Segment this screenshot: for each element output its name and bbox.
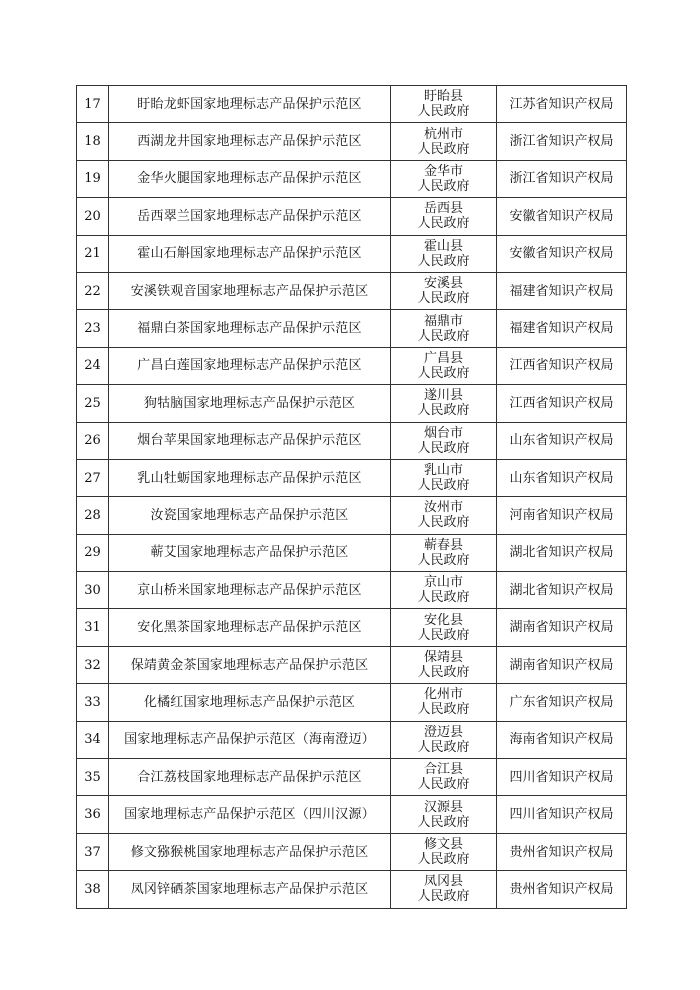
- responsible-unit-line: 人民政府: [417, 178, 470, 194]
- zone-name-cell: 安化黑茶国家地理标志产品保护示范区: [109, 609, 391, 646]
- table-row: [77, 572, 627, 609]
- zone-name-cell: 安溪铁观音国家地理标志产品保护示范区: [109, 272, 391, 309]
- responsible-unit-cell: [391, 459, 497, 496]
- ip-authority-cell: 安徽省知识产权局: [497, 235, 627, 272]
- zone-name-cell: 京山桥米国家地理标志产品保护示范区: [109, 572, 391, 609]
- row-number-cell: 30: [77, 572, 109, 609]
- ip-authority-cell: 海南省知识产权局: [497, 721, 627, 758]
- responsible-unit-line: 人民政府: [417, 253, 470, 269]
- responsible-unit-cell: [391, 646, 497, 683]
- ip-authority-cell: 四川省知识产权局: [497, 759, 627, 796]
- row-number-cell: 19: [77, 160, 109, 197]
- responsible-unit-line: 人民政府: [417, 889, 470, 905]
- ip-authority-cell: 浙江省知识产权局: [497, 160, 627, 197]
- responsible-unit-line: 人民政府: [417, 552, 470, 568]
- zone-name-cell: 乳山牡蛎国家地理标志产品保护示范区: [109, 459, 391, 496]
- responsible-unit-cell: [391, 235, 497, 272]
- responsible-unit-line: 人民政府: [417, 515, 470, 531]
- table-row: [77, 86, 627, 123]
- table-row: [77, 123, 627, 160]
- responsible-unit-line: 安溪县: [423, 276, 463, 292]
- responsible-unit-line: 盱眙县: [423, 89, 463, 105]
- ip-authority-cell: 湖北省知识产权局: [497, 572, 627, 609]
- row-number-cell: 22: [77, 272, 109, 309]
- ip-authority-cell: 湖北省知识产权局: [497, 534, 627, 571]
- zone-name-cell: 国家地理标志产品保护示范区（四川汉源）: [109, 796, 391, 833]
- responsible-unit-line: 人民政府: [417, 739, 470, 755]
- table-row: [77, 534, 627, 571]
- responsible-unit-cell: [391, 310, 497, 347]
- zone-name-cell: 合江荔枝国家地理标志产品保护示范区: [109, 759, 391, 796]
- table-row: [77, 422, 627, 459]
- table-row: [77, 871, 627, 908]
- table-body: [77, 86, 627, 909]
- responsible-unit-line: 修文县: [423, 837, 463, 852]
- ip-authority-cell: 湖南省知识产权局: [497, 646, 627, 683]
- zone-name-cell: 狗牯脑国家地理标志产品保护示范区: [109, 385, 391, 422]
- responsible-unit-cell: [391, 385, 497, 422]
- responsible-unit-line: 合江县: [423, 762, 463, 778]
- responsible-unit-cell: [391, 534, 497, 571]
- table-row: [77, 160, 627, 197]
- zone-name-cell: 修文猕猴桃国家地理标志产品保护示范区: [109, 833, 391, 870]
- responsible-unit-line: 京山市: [423, 575, 463, 591]
- ip-authority-cell: 江西省知识产权局: [497, 385, 627, 422]
- responsible-unit-line: 保靖县: [423, 650, 463, 666]
- responsible-unit-line: 安化县: [423, 612, 463, 628]
- zone-name-cell: 凤冈锌硒茶国家地理标志产品保护示范区: [109, 871, 391, 908]
- row-number-cell: 25: [77, 385, 109, 422]
- row-number-cell: 37: [77, 833, 109, 870]
- row-number-cell: 23: [77, 310, 109, 347]
- responsible-unit-cell: [391, 759, 497, 796]
- table-row: [77, 609, 627, 646]
- responsible-unit-line: 人民政府: [417, 141, 470, 157]
- responsible-unit-cell: [391, 572, 497, 609]
- responsible-unit-line: 人民政府: [417, 216, 470, 232]
- responsible-unit-cell: [391, 871, 497, 908]
- table-row: [77, 310, 627, 347]
- zone-name-cell: 汝瓷国家地理标志产品保护示范区: [109, 497, 391, 534]
- ip-authority-cell: 江苏省知识产权局: [497, 86, 627, 123]
- responsible-unit-cell: [391, 796, 497, 833]
- responsible-unit-line: 人民政府: [417, 478, 470, 494]
- table-row: [77, 385, 627, 422]
- row-number-cell: 27: [77, 459, 109, 496]
- responsible-unit-line: 杭州市: [423, 126, 463, 142]
- zone-name-cell: 烟台苹果国家地理标志产品保护示范区: [109, 422, 391, 459]
- row-number-cell: 20: [77, 198, 109, 235]
- responsible-unit-line: 人民政府: [417, 665, 470, 681]
- responsible-unit-line: 凤冈县: [423, 874, 463, 890]
- zone-name-cell: 福鼎白茶国家地理标志产品保护示范区: [109, 310, 391, 347]
- responsible-unit-cell: [391, 272, 497, 309]
- row-number-cell: 24: [77, 347, 109, 384]
- responsible-unit-cell: [391, 86, 497, 123]
- table-row: [77, 497, 627, 534]
- row-number-cell: 21: [77, 235, 109, 272]
- responsible-unit-cell: [391, 833, 497, 870]
- zone-name-cell: 岳西翠兰国家地理标志产品保护示范区: [109, 198, 391, 235]
- row-number-cell: 35: [77, 759, 109, 796]
- responsible-unit-line: 化州市: [423, 687, 463, 703]
- table-row: [77, 684, 627, 721]
- row-number-cell: 26: [77, 422, 109, 459]
- ip-authority-cell: 河南省知识产权局: [497, 497, 627, 534]
- responsible-unit-line: 金华市: [423, 163, 463, 179]
- zone-name-cell: 霍山石斛国家地理标志产品保护示范区: [109, 235, 391, 272]
- ip-authority-cell: 江西省知识产权局: [497, 347, 627, 384]
- zone-name-cell: 金华火腿国家地理标志产品保护示范区: [109, 160, 391, 197]
- zone-name-cell: 蕲艾国家地理标志产品保护示范区: [109, 534, 391, 571]
- ip-authority-cell: 安徽省知识产权局: [497, 198, 627, 235]
- responsible-unit-line: 人民政府: [417, 291, 470, 307]
- row-number-cell: 31: [77, 609, 109, 646]
- table-row: [77, 759, 627, 796]
- table-row: [77, 833, 627, 870]
- responsible-unit-line: 人民政府: [417, 104, 470, 120]
- responsible-unit-line: 人民政府: [417, 328, 470, 344]
- table-row: [77, 796, 627, 833]
- row-number-cell: 38: [77, 871, 109, 908]
- zone-name-cell: 保靖黄金茶国家地理标志产品保护示范区: [109, 646, 391, 683]
- table-row: [77, 646, 627, 683]
- demonstration-zone-table: [76, 85, 627, 909]
- responsible-unit-line: 人民政府: [417, 627, 470, 643]
- responsible-unit-cell: [391, 497, 497, 534]
- responsible-unit-cell: [391, 684, 497, 721]
- responsible-unit-line: 人民政府: [417, 777, 470, 793]
- table-row: [77, 459, 627, 496]
- responsible-unit-cell: [391, 422, 497, 459]
- row-number-cell: 17: [77, 86, 109, 123]
- table-row: [77, 347, 627, 384]
- responsible-unit-line: 遂川县: [423, 388, 463, 404]
- row-number-cell: 32: [77, 646, 109, 683]
- ip-authority-cell: 山东省知识产权局: [497, 422, 627, 459]
- responsible-unit-cell: [391, 609, 497, 646]
- responsible-unit-line: 福鼎市: [423, 313, 463, 329]
- responsible-unit-line: 人民政府: [417, 440, 470, 456]
- table-row: [77, 235, 627, 272]
- zone-name-cell: 西湖龙井国家地理标志产品保护示范区: [109, 123, 391, 160]
- responsible-unit-line: 人民政府: [417, 590, 470, 606]
- row-number-cell: 36: [77, 796, 109, 833]
- responsible-unit-cell: [391, 198, 497, 235]
- ip-authority-cell: 贵州省知识产权局: [497, 833, 627, 870]
- table-row: [77, 272, 627, 309]
- table-row: [77, 198, 627, 235]
- responsible-unit-line: 蕲春县: [423, 537, 463, 553]
- row-number-cell: 34: [77, 721, 109, 758]
- ip-authority-cell: 山东省知识产权局: [497, 459, 627, 496]
- row-number-cell: 33: [77, 684, 109, 721]
- ip-authority-cell: 浙江省知识产权局: [497, 123, 627, 160]
- responsible-unit-line: 人民政府: [417, 852, 470, 867]
- responsible-unit-line: 澄迈县: [423, 724, 463, 740]
- responsible-unit-line: 广昌县: [423, 350, 463, 366]
- responsible-unit-cell: [391, 160, 497, 197]
- ip-authority-cell: 贵州省知识产权局: [497, 871, 627, 908]
- responsible-unit-line: 烟台市: [423, 425, 463, 441]
- row-number-cell: 18: [77, 123, 109, 160]
- row-number-cell: 28: [77, 497, 109, 534]
- zone-name-cell: 国家地理标志产品保护示范区（海南澄迈）: [109, 721, 391, 758]
- zone-name-cell: 盱眙龙虾国家地理标志产品保护示范区: [109, 86, 391, 123]
- responsible-unit-cell: [391, 721, 497, 758]
- responsible-unit-line: 汝州市: [423, 500, 463, 516]
- responsible-unit-cell: [391, 347, 497, 384]
- ip-authority-cell: 四川省知识产权局: [497, 796, 627, 833]
- ip-authority-cell: 广东省知识产权局: [497, 684, 627, 721]
- responsible-unit-line: 霍山县: [423, 238, 463, 254]
- table-row: [77, 721, 627, 758]
- responsible-unit-cell: [391, 123, 497, 160]
- zone-name-cell: 化橘红国家地理标志产品保护示范区: [109, 684, 391, 721]
- zone-name-cell: 广昌白莲国家地理标志产品保护示范区: [109, 347, 391, 384]
- responsible-unit-line: 汉源县: [423, 799, 463, 815]
- ip-authority-cell: 福建省知识产权局: [497, 272, 627, 309]
- row-number-cell: 29: [77, 534, 109, 571]
- responsible-unit-line: 岳西县: [423, 201, 463, 217]
- ip-authority-cell: 福建省知识产权局: [497, 310, 627, 347]
- responsible-unit-line: 人民政府: [417, 702, 470, 718]
- responsible-unit-line: 乳山市: [423, 463, 463, 479]
- responsible-unit-line: 人民政府: [417, 365, 470, 381]
- ip-authority-cell: 湖南省知识产权局: [497, 609, 627, 646]
- responsible-unit-line: 人民政府: [417, 814, 470, 830]
- responsible-unit-line: 人民政府: [417, 403, 470, 419]
